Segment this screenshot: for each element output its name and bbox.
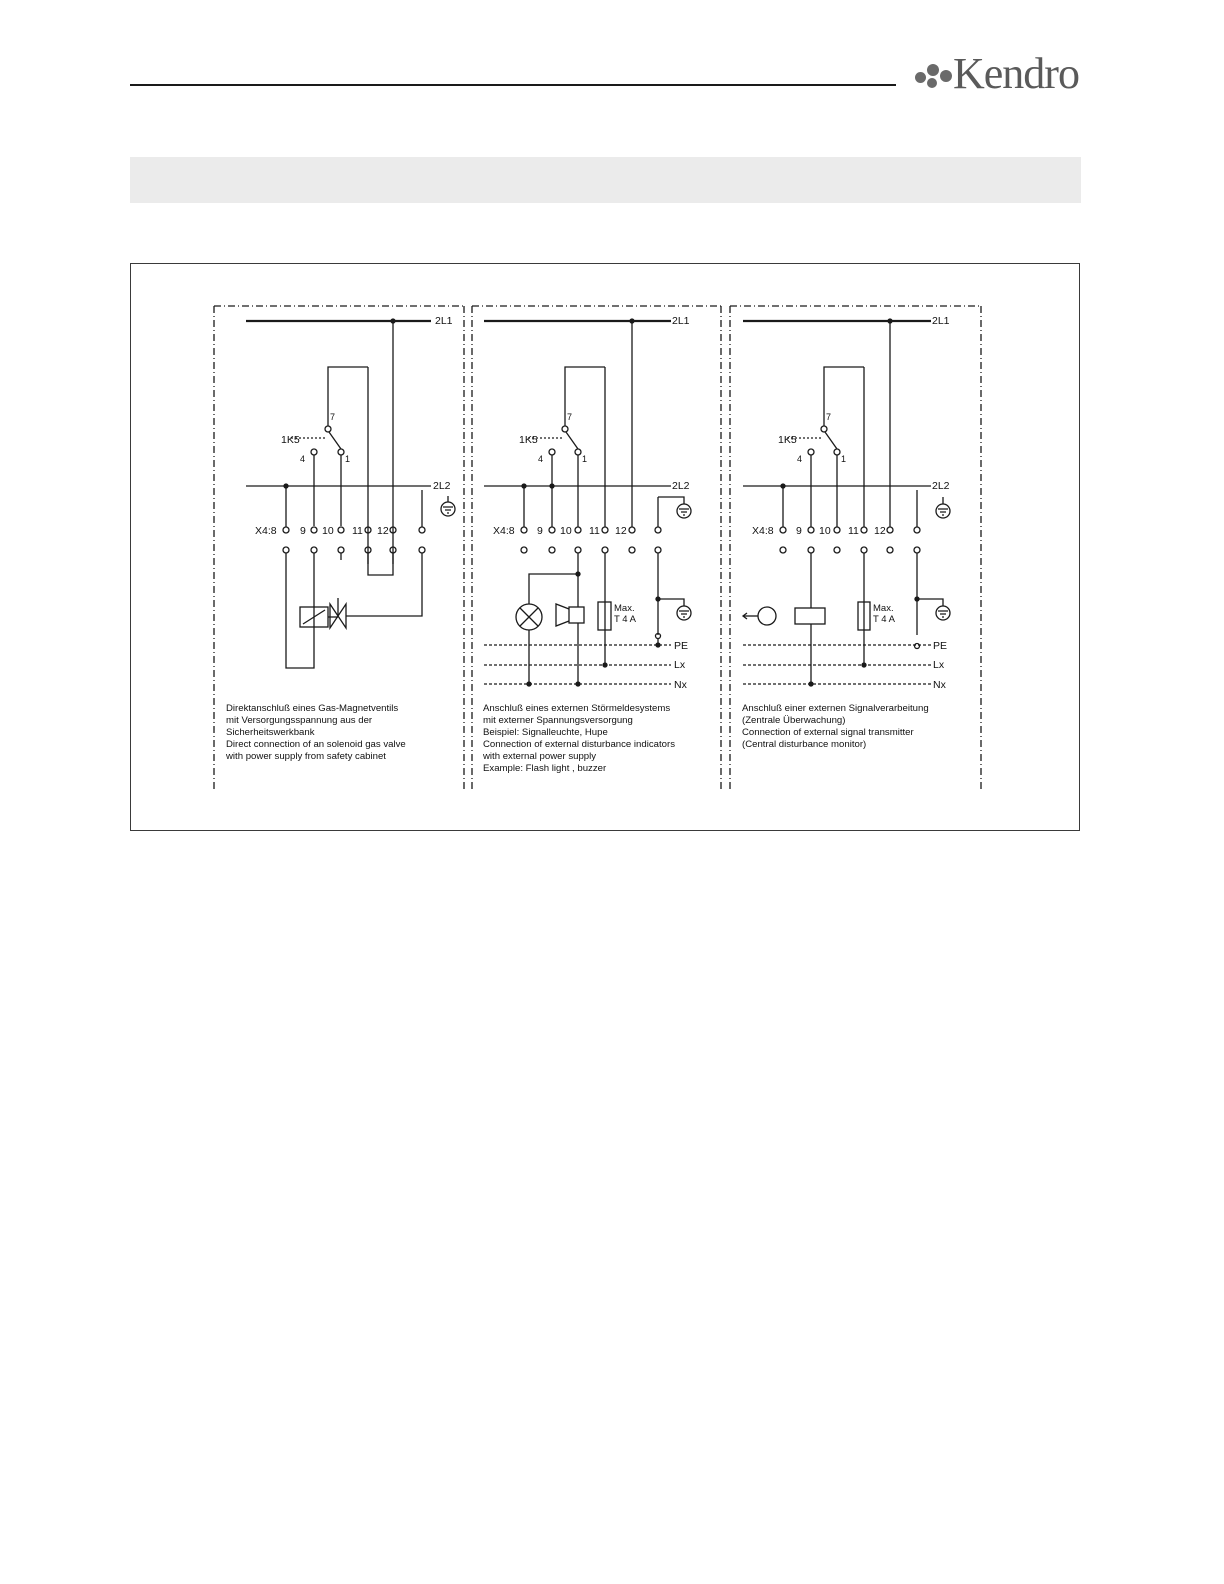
caption-line: Direktanschluß eines Gas-Magnetventils bbox=[226, 703, 399, 714]
logo-dot bbox=[927, 64, 939, 76]
terminal-label: 12 bbox=[874, 525, 886, 537]
kendro-logo bbox=[915, 50, 1085, 98]
terminal-label: X4:8 bbox=[493, 525, 515, 537]
caption-line: Beispiel: Signalleuchte, Hupe bbox=[483, 727, 608, 738]
pe-label-p3: PE bbox=[933, 640, 948, 652]
terminal-label: 11 bbox=[848, 525, 859, 537]
fuse-max-p2: Max. bbox=[614, 603, 635, 614]
contact-4-p1: 4 bbox=[300, 454, 306, 464]
fuse-max-p3: Max. bbox=[873, 603, 894, 614]
bus-label-2l1-p3: 2L1 bbox=[932, 315, 950, 327]
terminal-label: 10 bbox=[819, 525, 831, 537]
fuse-rating-p3: T 4 A bbox=[873, 614, 896, 625]
relay-label-p1: 1K5 bbox=[281, 434, 300, 446]
relay-label-p2: 1K5 bbox=[519, 434, 538, 446]
contact-1-p2: 1 bbox=[582, 454, 588, 464]
wiring-diagram bbox=[131, 264, 1079, 830]
contact-4-p3: 4 bbox=[797, 454, 803, 464]
bus-label-2l1-p1: 2L1 bbox=[435, 315, 453, 327]
caption-line: Sicherheitswerkbank bbox=[226, 727, 315, 738]
logo-dot bbox=[940, 70, 952, 82]
contact-1-p1: 1 bbox=[345, 454, 351, 464]
terminal-label: 9 bbox=[796, 525, 802, 537]
terminal-label: X4:8 bbox=[752, 525, 774, 537]
terminal-label: 11 bbox=[352, 525, 363, 537]
caption-line: Connection of external signal transmitter bbox=[742, 727, 914, 738]
bus-label-2l2-p1: 2L2 bbox=[433, 480, 451, 492]
bus-label-2l2-p3: 2L2 bbox=[932, 480, 950, 492]
caption-line: mit Versorgungsspannung aus der bbox=[226, 715, 373, 726]
caption-line: (Zentrale Überwachung) bbox=[742, 715, 846, 726]
caption-line: Connection of external disturbance indicators bbox=[483, 739, 675, 750]
nx-label-p3: Nx bbox=[933, 679, 946, 691]
caption-line: mit externer Spannungsversorgung bbox=[483, 715, 633, 726]
terminal-label: 10 bbox=[322, 525, 334, 537]
contact-7-p1: 7 bbox=[330, 412, 336, 422]
relay-label-p3: 1K5 bbox=[778, 434, 797, 446]
caption-line: Direct connection of an solenoid gas valve bbox=[226, 739, 406, 750]
caption-line: with external power supply bbox=[483, 751, 597, 762]
terminal-label: 9 bbox=[300, 525, 306, 537]
caption-line: (Central disturbance monitor) bbox=[742, 739, 867, 750]
terminal-label: 9 bbox=[537, 525, 543, 537]
caption-line: Anschluß einer externen Signalverarbeitung bbox=[742, 703, 929, 714]
header-rule bbox=[130, 84, 896, 86]
lx-label-p2: Lx bbox=[674, 659, 686, 671]
contact-4-p2: 4 bbox=[538, 454, 544, 464]
logo-dot bbox=[927, 78, 937, 88]
lx-label-p3: Lx bbox=[933, 659, 945, 671]
wiring-figure-frame bbox=[130, 263, 1080, 831]
section-bar bbox=[130, 157, 1081, 203]
terminal-label: 12 bbox=[377, 525, 389, 537]
logo-dot bbox=[915, 72, 926, 83]
bus-label-2l2-p2: 2L2 bbox=[672, 480, 690, 492]
contact-7-p2: 7 bbox=[567, 412, 573, 422]
caption-line: Example: Flash light , buzzer bbox=[483, 763, 607, 774]
nx-label-p2: Nx bbox=[674, 679, 687, 691]
terminal-label: 11 bbox=[589, 525, 600, 537]
bus-label-2l1-p2: 2L1 bbox=[672, 315, 690, 327]
terminal-label: 10 bbox=[560, 525, 572, 537]
terminal-label: 12 bbox=[615, 525, 627, 537]
caption-line: with power supply from safety cabinet bbox=[226, 751, 386, 762]
pe-label-p2: PE bbox=[674, 640, 689, 652]
terminal-label: X4:8 bbox=[255, 525, 277, 537]
fuse-rating-p2: T 4 A bbox=[614, 614, 637, 625]
contact-1-p3: 1 bbox=[841, 454, 847, 464]
caption-line: Anschluß eines externen Störmeldesystems bbox=[483, 703, 671, 714]
logo-wordmark: Kendro bbox=[953, 49, 1079, 98]
contact-7-p3: 7 bbox=[826, 412, 832, 422]
